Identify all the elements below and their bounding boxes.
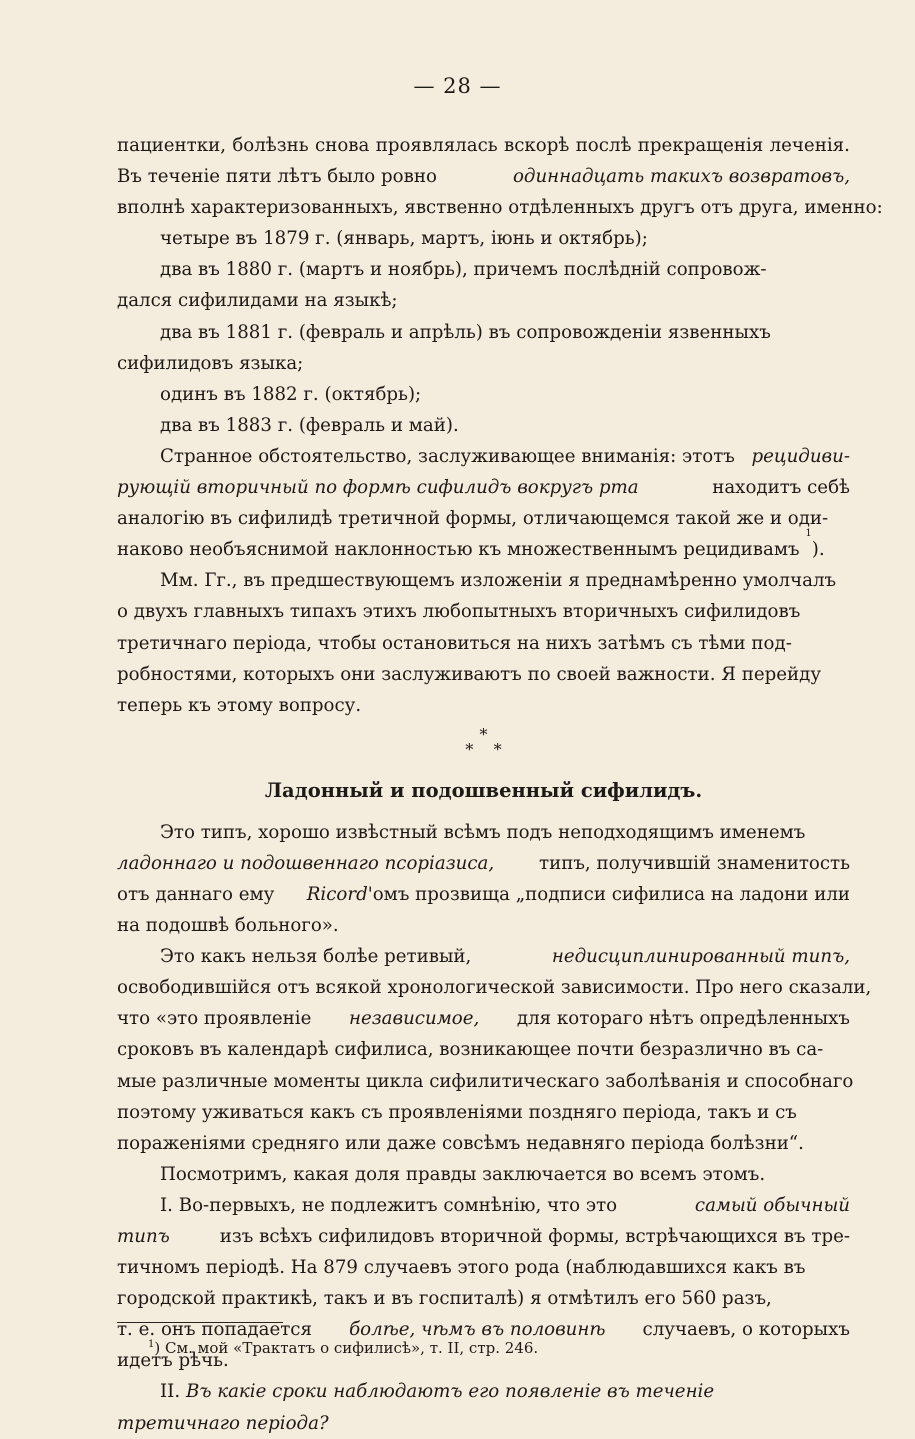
text-line: робностями, которыхъ они заслуживаютъ по своей важности. Я перейду xyxy=(117,663,822,685)
text-line: II. Въ какіе сроки наблюдаютъ его появленіе въ теченіе xyxy=(160,1381,715,1403)
text-line: отъ даннаго ему Ricord'омъ прозвища „подписи сифилиса на ладони или xyxy=(117,883,850,905)
text-line: тичномъ періодѣ. На 879 случаевъ этого рода (наблюдавшихся какъ въ xyxy=(117,1257,806,1279)
section-heading: Ладонный и подошвенный сифилидъ. xyxy=(264,778,703,802)
text-line: освободившійся отъ всякой хронологической зависимости. Про него сказали, xyxy=(117,977,872,999)
text-line: поэтому уживаться какъ съ проявленіями поздняго періода, такъ и съ xyxy=(117,1101,797,1123)
text-line: что «это проявленіе независимое, для котораго нѣтъ опредѣленныхъ xyxy=(117,1008,850,1030)
page-number: — 28 — xyxy=(413,74,502,98)
footnote-ref: 1 xyxy=(805,528,812,540)
text-line: типъ изъ всѣхъ сифилидовъ вторичной формы, встрѣчающихся въ тре- xyxy=(117,1226,850,1247)
text-line: аналогію въ сифилидѣ третичной формы, отличающемся такой же и оди- xyxy=(117,508,829,530)
text-line: вполнѣ характеризованныхъ, явственно отдѣленныхъ другъ отъ друга, именно: xyxy=(117,197,883,219)
list-item: два въ 1880 г. (мартъ и ноябрь), причемъ послѣдній сопровож- xyxy=(160,259,767,281)
footnote-mark: 1 xyxy=(148,1339,155,1350)
text-line: Посмотримъ, какая доля правды заключается во всемъ этомъ. xyxy=(160,1163,766,1185)
list-item: одинъ въ 1882 г. (октябрь); xyxy=(160,383,422,405)
text-line: т. е. онъ попадается болѣе, чѣмъ въ половинѣ случаевъ, о которыхъ xyxy=(117,1319,850,1341)
text-line: Это типъ, хорошо извѣстный всѣмъ подъ неподходящимъ именемъ xyxy=(160,821,806,843)
text-line: Странное обстоятельство, заслуживающее вниманія: этотъ рецидиви- xyxy=(160,445,850,467)
text-line: идетъ рѣчь. xyxy=(117,1350,229,1372)
list-item: два въ 1881 г. (февраль и апрѣль) въ сопровожденіи язвенныхъ xyxy=(160,321,771,343)
text-line: Это какъ нельзя болѣе ретивый, недисциплинированный типъ, xyxy=(160,946,850,968)
text-line: сроковъ въ календарѣ сифилиса, возникающее почти безразлично въ са- xyxy=(117,1039,824,1061)
text-line: Въ теченіе пяти лѣтъ было ровно одиннадцать такихъ возвратовъ, xyxy=(117,166,850,188)
text-line: на подошвѣ больного». xyxy=(117,915,339,937)
list-item-continuation: дался сифилидами на языкѣ; xyxy=(117,290,398,312)
list-item: четыре въ 1879 г. (январь, мартъ, іюнь и октябрь); xyxy=(160,228,648,250)
section-asterism: * * * xyxy=(465,724,502,759)
text-line: рующій вторичный по формѣ сифилидъ вокругъ рта находитъ себѣ xyxy=(117,477,850,499)
text-line: пациентки, болѣзнь снова проявлялась вскорѣ послѣ прекращенія леченія. xyxy=(117,135,850,156)
text-line: третичнаго періода, чтобы остановиться на нихъ затѣмъ съ тѣми под- xyxy=(117,632,792,654)
page-body xyxy=(117,130,883,1439)
text-line: мые различные моменты цикла сифилитическаго заболѣванія и способнаго xyxy=(117,1070,854,1092)
list-item-continuation: сифилидовъ языка; xyxy=(117,352,304,374)
text-line: ладоннаго и подошвеннаго псоріазиса, типъ, получившій знаменитость xyxy=(117,852,850,874)
footnote-divider xyxy=(117,1322,283,1323)
text-line: пораженіями средняго или даже совсѣмъ недавняго періода болѣзни“. xyxy=(117,1132,804,1154)
text-line: городской практикѣ, такъ и въ госпиталѣ) я отмѣтилъ его 560 разъ, xyxy=(117,1288,772,1310)
footnote: $^1$) См. мой «Трактатъ о сифилисѣ», т. II, стр. 246. xyxy=(148,1339,539,1357)
text-line: Мм. Гг., въ предшествующемъ изложеніи я преднамѣренно умолчалъ xyxy=(160,570,837,592)
list-item: два въ 1883 г. (февраль и май). xyxy=(160,414,459,436)
text-line: наково необъяснимой наклонностью къ множественнымъ рецидивамъ 1 ). xyxy=(117,534,850,565)
text-line: I. Во-первыхъ, не подлежитъ сомнѣнію, что это самый обычный xyxy=(160,1194,850,1216)
text-line: о двухъ главныхъ типахъ этихъ любопытныхъ вторичныхъ сифилидовъ xyxy=(117,601,801,623)
text-line: третичнаго періода? xyxy=(117,1412,329,1434)
text-line: теперь къ этому вопросу. xyxy=(117,694,362,716)
